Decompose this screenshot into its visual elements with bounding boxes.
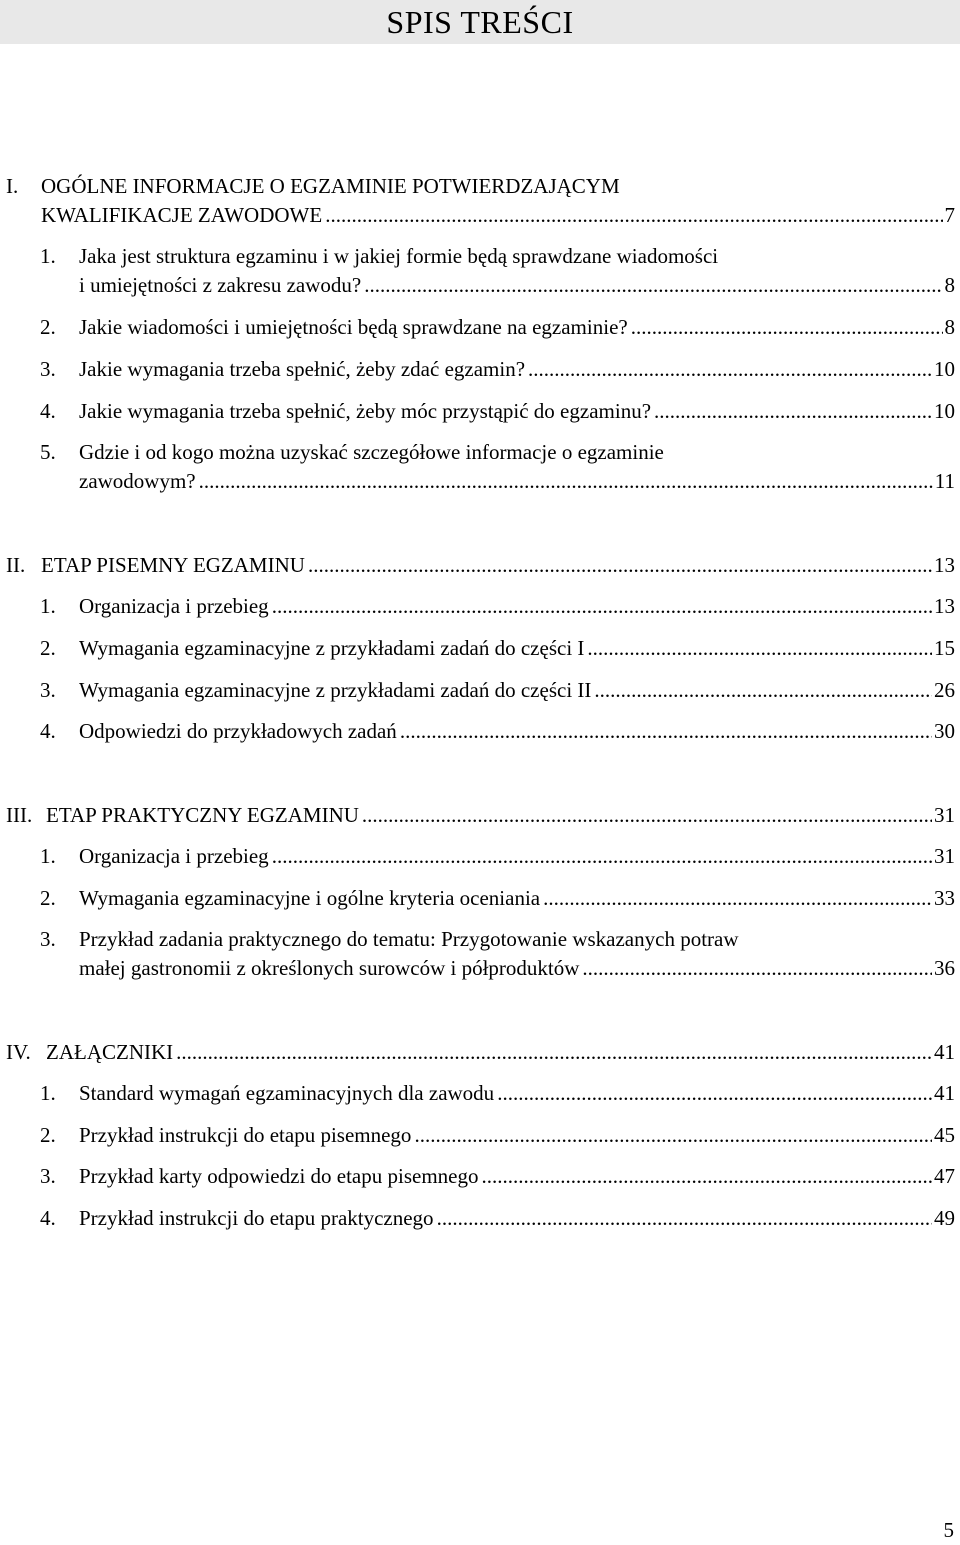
toc-item-2-2[interactable] xyxy=(0,633,955,663)
toc-item-1-1-heading xyxy=(0,241,955,271)
toc-item-3-1[interactable] xyxy=(0,841,955,871)
toc-item-number: 2. xyxy=(40,886,56,910)
toc-item-title: Jakie wiadomości i umiejętności będą sprawdzane na egzaminie? xyxy=(79,315,628,339)
toc-item-1-3[interactable] xyxy=(0,354,955,384)
dot-leader xyxy=(272,591,932,621)
toc-item-number: 2. xyxy=(40,315,56,339)
toc-item-4-2[interactable] xyxy=(0,1120,955,1150)
toc-item-number: 3. xyxy=(40,678,56,702)
toc-page-number: 47 xyxy=(934,1164,955,1188)
toc-page-number: 30 xyxy=(934,719,955,743)
toc-item-3-3-entry[interactable] xyxy=(0,953,955,983)
toc-item-title: Jakie wymagania trzeba spełnić, żeby móc przystąpić do egzaminu? xyxy=(79,399,652,423)
toc-page-number: 8 xyxy=(944,273,955,297)
dot-leader xyxy=(497,1078,932,1108)
toc-item-1-2[interactable] xyxy=(0,312,955,342)
toc-section-title: ETAP PISEMNY EGZAMINU xyxy=(41,553,305,577)
dot-leader xyxy=(587,633,932,663)
toc-page-number: 41 xyxy=(934,1081,955,1105)
dot-leader xyxy=(308,550,932,580)
toc-item-2-4[interactable] xyxy=(0,716,955,746)
dot-leader xyxy=(528,354,932,384)
dot-leader xyxy=(414,1120,932,1150)
toc-item-title: Jakie wymagania trzeba spełnić, żeby zdać egzamin? xyxy=(79,357,526,381)
toc-item-number: 4. xyxy=(40,719,56,743)
toc-section-3[interactable] xyxy=(0,800,955,830)
dot-leader xyxy=(481,1161,932,1191)
toc-section-title: OGÓLNE INFORMACJE O EGZAMINIE POTWIERDZAJĄCYM xyxy=(41,174,620,198)
toc-page-number: 10 xyxy=(934,399,955,423)
dot-leader xyxy=(364,270,942,300)
toc-item-number: 3. xyxy=(40,357,56,381)
toc-item-title: Wymagania egzaminacyjne z przykładami zadań do części II xyxy=(79,678,592,702)
dot-leader xyxy=(272,841,932,871)
toc-section-number: II. xyxy=(6,553,26,577)
toc-section-number: IV. xyxy=(6,1040,31,1064)
toc-item-number: 2. xyxy=(40,636,56,660)
toc-item-number: 1. xyxy=(40,244,56,268)
toc-item-title: Gdzie i od kogo można uzyskać szczegółowe informacje o egzaminie xyxy=(79,440,664,464)
toc-item-4-1[interactable] xyxy=(0,1078,955,1108)
toc-item-number: 1. xyxy=(40,844,56,868)
dot-leader xyxy=(199,466,933,496)
toc-item-number: 3. xyxy=(40,1164,56,1188)
toc-page-number: 41 xyxy=(934,1040,955,1064)
toc-item-title: Organizacja i przebieg xyxy=(79,844,269,868)
toc-page-number: 26 xyxy=(934,678,955,702)
toc-item-number: 1. xyxy=(40,594,56,618)
toc-item-2-1[interactable] xyxy=(0,591,955,621)
dot-leader xyxy=(400,716,932,746)
toc-item-number: 1. xyxy=(40,1081,56,1105)
toc-page-number: 15 xyxy=(934,636,955,660)
toc-item-title-cont: małej gastronomii z określonych surowców i półproduktów xyxy=(79,956,580,980)
toc-item-title: Standard wymagań egzaminacyjnych dla zawodu xyxy=(79,1081,495,1105)
dot-leader xyxy=(362,800,932,830)
toc-section-2[interactable] xyxy=(0,550,955,580)
toc-item-2-3[interactable] xyxy=(0,675,955,705)
toc-page-number: 7 xyxy=(944,203,955,227)
toc-item-1-5-entry[interactable] xyxy=(0,466,955,496)
toc-section-number: III. xyxy=(6,803,33,827)
toc-section-title: ETAP PRAKTYCZNY EGZAMINU xyxy=(46,803,359,827)
toc-item-1-5-heading xyxy=(0,437,955,467)
toc-page-number: 10 xyxy=(934,357,955,381)
toc-page-number: 33 xyxy=(934,886,955,910)
toc-item-title: Jaka jest struktura egzaminu i w jakiej formie będą sprawdzane wiadomości xyxy=(79,244,719,268)
toc-page-number: 13 xyxy=(934,594,955,618)
toc-item-1-1-entry[interactable] xyxy=(0,270,955,300)
toc-page-number: 8 xyxy=(944,315,955,339)
toc-section-title: ZAŁĄCZNIKI xyxy=(46,1040,174,1064)
toc-item-title: Organizacja i przebieg xyxy=(79,594,269,618)
dot-leader xyxy=(654,396,932,426)
toc-item-number: 4. xyxy=(40,1206,56,1230)
toc-page-number: 36 xyxy=(934,956,955,980)
toc-section-title-cont: KWALIFIKACJE ZAWODOWE xyxy=(41,203,323,227)
toc-item-title: Przykład instrukcji do etapu pisemnego xyxy=(79,1123,412,1147)
toc-item-3-3-heading xyxy=(0,924,955,954)
toc-item-4-3[interactable] xyxy=(0,1161,955,1191)
toc-page-number: 11 xyxy=(934,469,955,493)
toc-item-4-4[interactable] xyxy=(0,1203,955,1233)
toc-item-title: Wymagania egzaminacyjne i ogólne kryteria oceniania xyxy=(79,886,541,910)
toc-section-4[interactable] xyxy=(0,1037,955,1067)
toc-item-number: 4. xyxy=(40,399,56,423)
toc-page-number: 49 xyxy=(934,1206,955,1230)
toc-item-title: Przykład zadania praktycznego do tematu: Przygotowanie wskazanych potraw xyxy=(79,927,739,951)
toc-page-number: 31 xyxy=(934,803,955,827)
toc-item-title-cont: zawodowym? xyxy=(79,469,196,493)
toc-item-3-2[interactable] xyxy=(0,883,955,913)
dot-leader xyxy=(582,953,932,983)
toc-page-number: 31 xyxy=(934,844,955,868)
toc-section-number: I. xyxy=(6,174,19,198)
toc-item-title-cont: i umiejętności z zakresu zawodu? xyxy=(79,273,362,297)
toc-page-number: 13 xyxy=(934,553,955,577)
toc-item-title: Przykład karty odpowiedzi do etapu pisemnego xyxy=(79,1164,479,1188)
dot-leader xyxy=(594,675,932,705)
toc-item-title: Odpowiedzi do przykładowych zadań xyxy=(79,719,397,743)
dot-leader xyxy=(325,200,942,230)
toc-section-1-entry[interactable] xyxy=(0,200,955,230)
toc-item-1-4[interactable] xyxy=(0,396,955,426)
dot-leader xyxy=(631,312,943,342)
toc-item-title: Wymagania egzaminacyjne z przykładami zadań do części I xyxy=(79,636,585,660)
dot-leader xyxy=(543,883,932,913)
toc-section-1-heading xyxy=(0,171,955,201)
toc-page-number: 45 xyxy=(934,1123,955,1147)
toc-item-number: 3. xyxy=(40,927,56,951)
dot-leader xyxy=(437,1203,932,1233)
toc-item-number: 5. xyxy=(40,440,56,464)
dot-leader xyxy=(176,1037,932,1067)
page-number: 5 xyxy=(943,1518,954,1542)
page-title: SPIS TREŚCI xyxy=(386,3,574,40)
toc-item-title: Przykład instrukcji do etapu praktycznego xyxy=(79,1206,434,1230)
toc-item-number: 2. xyxy=(40,1123,56,1147)
